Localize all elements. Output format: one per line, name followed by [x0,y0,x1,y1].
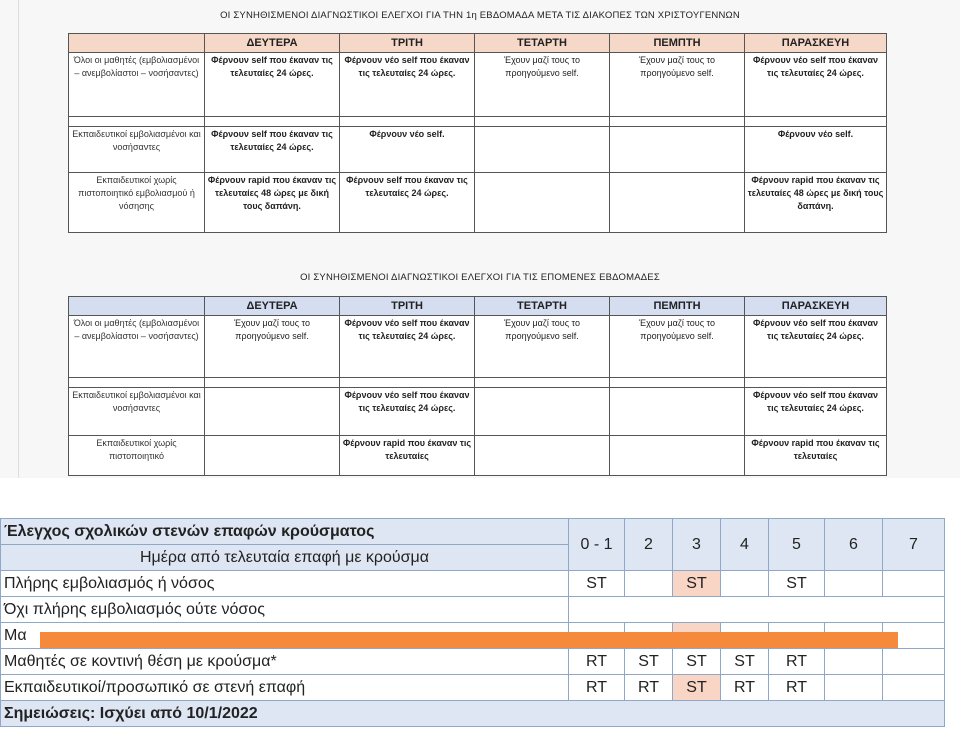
schedule2-table [68,296,887,476]
day-header: ΠΕΜΠΤΗ [610,34,745,53]
schedule-cell [610,127,745,173]
row-label: Εκπαιδευτικοί εμβολιασμένοι και νοσήσαντες [69,127,205,173]
test-cell: RT [769,675,825,701]
day-header: ΤΡΙΤΗ [340,297,475,316]
day-header: ΔΕΥΤΕΡΑ [205,297,340,316]
schedule-cell: Φέρνουν νέο self. [745,127,887,173]
day-header: 4 [721,519,769,571]
test-cell: ST [673,675,721,701]
schedule-cell [475,436,610,476]
day-header: 5 [769,519,825,571]
test-cell [625,571,673,597]
row-label: Όλοι οι μαθητές (εμβολιασμένοι – ανεμβολίαστοι – νοσήσαντες) [69,53,205,117]
spacer-row [69,378,887,388]
schedule-cell: Φέρνουν νέο self που έκαναν τις τελευταίες 24 ώρες. [745,316,887,378]
schedule-cell: Έχουν μαζί τους το προηγούμενο self. [610,53,745,117]
table-row [1,597,945,623]
schedule2-caption: ΟΙ ΣΥΝΗΘΙΣΜΕΝΟΙ ΔΙΑΓΝΩΣΤΙΚΟΙ ΕΛΕΓΧΟΙ ΓΙΑ ΤΙΣ ΕΠΟΜΕΝΕΣ ΕΒΔΟΜΑΔΕΣ [300,272,660,283]
schedule-cell [610,436,745,476]
corner-cell [69,34,205,53]
schedule-cell: Φέρνουν self που έκαναν τις τελευταίες 24 ώρες. [205,127,340,173]
schedule-cell: Φέρνουν νέο self που έκαναν τις τελευταίες 24 ώρες. [340,53,475,117]
day-header: ΤΕΤΑΡΤΗ [475,297,610,316]
table-row [1,675,945,701]
day-header: ΔΕΥΤΕΡΑ [205,34,340,53]
day-header: ΤΕΤΑΡΤΗ [475,34,610,53]
test-cell [825,649,883,675]
schedule-cell: Φέρνουν rapid που έκαναν τις τελευταίες [745,436,887,476]
schedule-cell [610,388,745,436]
test-cell: ST [673,571,721,597]
row-label: Εκπαιδευτικοί/προσωπικό σε στενή επαφή [1,675,569,701]
schedule-cell: Φέρνουν νέο self. [340,127,475,173]
table-row [69,127,887,173]
day-header: ΠΕΜΠΤΗ [610,297,745,316]
schedule-cell: Έχουν μαζί τους το προηγούμενο self. [205,316,340,378]
day-header: 3 [673,519,721,571]
table-row [1,649,945,675]
day-header: 6 [825,519,883,571]
schedule-cell [205,436,340,476]
row-label: Εκπαιδευτικοί χωρίς πιστοποιητικό [69,436,205,476]
schedule1-caption: ΟΙ ΣΥΝΗΘΙΣΜΕΝΟΙ ΔΙΑΓΝΩΣΤΙΚΟΙ ΕΛΕΓΧΟΙ ΓΙΑ ΤΗΝ 1η ΕΒΔΟΜΑΔΑ ΜΕΤΑ ΤΙΣ ΔΙΑΚΟΠΕΣ ΤΩΝ ΧΡΙΣΤΟΥΓΕΝΝΩΝ [220,10,740,21]
table-row [69,388,887,436]
test-cell [721,571,769,597]
schedule-cell [610,173,745,233]
schedule-cell: Έχουν μαζί τους το προηγούμενο self. [610,316,745,378]
table-row [69,173,887,233]
test-cell [883,571,945,597]
row-label: Μαθητές σε κοντινή θέση με κρούσμα* [1,649,569,675]
day-header: ΤΡΙΤΗ [340,34,475,53]
schedule-cell: Φέρνουν rapid που έκαναν τις τελευταίες 48 ώρες με δική τους δαπάνη. [205,173,340,233]
test-cell: ST [673,649,721,675]
schedule-cell [475,173,610,233]
contact-tracing-table [0,518,945,727]
test-cell: ST [769,571,825,597]
day-header: ΠΑΡΑΣΚΕΥΗ [745,34,887,53]
notes-row [1,701,945,727]
schedule-cell: Φέρνουν νέο self που έκαναν τις τελευταίες 24 ώρες. [340,316,475,378]
test-cell: RT [569,649,625,675]
day-header: ΠΑΡΑΣΚΕΥΗ [745,297,887,316]
table-row [69,436,887,476]
table-row [1,571,945,597]
schedule-cell: Έχουν μαζί τους το προηγούμενο self. [475,53,610,117]
test-cell: RT [721,675,769,701]
test-cell: ST [721,649,769,675]
test-cell [883,649,945,675]
test-cell: ST [569,571,625,597]
contact-table-subtitle: Ημέρα από τελευταία επαφή με κρούσμα [1,545,569,571]
test-cell [883,675,945,701]
schedule-cell: Φέρνουν self που έκαναν τις τελευταίες 24 ώρες. [340,173,475,233]
notes-text: Σημειώσεις: Ισχύει από 10/1/2022 [1,701,945,727]
table-row [69,316,887,378]
row-label: Όλοι οι μαθητές (εμβολιασμένοι – ανεμβολίαστοι – νοσήσαντες) [69,316,205,378]
row-label: Όχι πλήρης εμβολιασμός ούτε νόσος [1,597,569,623]
day-header: 0 - 1 [569,519,625,571]
schedule-cell: Φέρνουν νέο self που έκαναν τις τελευταίες 24 ώρες. [340,388,475,436]
table-row [69,53,887,117]
schedule-cell: Έχουν μαζί τους το προηγούμενο self. [475,316,610,378]
test-cell: RT [769,649,825,675]
corner-cell [69,297,205,316]
table-header-row [1,519,945,545]
day-header: 7 [883,519,945,571]
day-header: 2 [625,519,673,571]
row-label: Πλήρης εμβολιασμός ή νόσος [1,571,569,597]
redaction-bar [40,632,898,648]
row-label: Εκπαιδευτικοί χωρίς πιστοποιητικό εμβολιασμού ή νόσησης [69,173,205,233]
schedule1-table [68,33,887,233]
test-cell: ST [625,649,673,675]
schedule-cell: Φέρνουν rapid που έκαναν τις τελευταίες 48 ώρες με δική τους δαπάνη. [745,173,887,233]
schedule-cell [205,388,340,436]
row-label: Μα [1,623,569,649]
test-cell [825,571,883,597]
row-label: Εκπαιδευτικοί εμβολιασμένοι και νοσήσαντες [69,388,205,436]
schedule-cell [475,388,610,436]
test-cell [825,675,883,701]
white-gap [0,478,960,518]
margin-line [18,0,19,478]
contact-table-title: Έλεγχος σχολικών στενών επαφών κρούσματος [1,519,569,545]
test-cell: RT [569,675,625,701]
merged-cell [569,597,945,623]
schedule-cell [475,127,610,173]
spacer-row [69,117,887,127]
schedule-cell: Φέρνουν self που έκαναν τις τελευταίες 24 ώρες. [205,53,340,117]
test-cell: RT [625,675,673,701]
schedule-cell: Φέρνουν νέο self που έκαναν τις τελευταίες 24 ώρες. [745,388,887,436]
schedule-cell: Φέρνουν νέο self που έκαναν τις τελευταίες 24 ώρες. [745,53,887,117]
schedule-cell: Φέρνουν rapid που έκαναν τις τελευταίες [340,436,475,476]
